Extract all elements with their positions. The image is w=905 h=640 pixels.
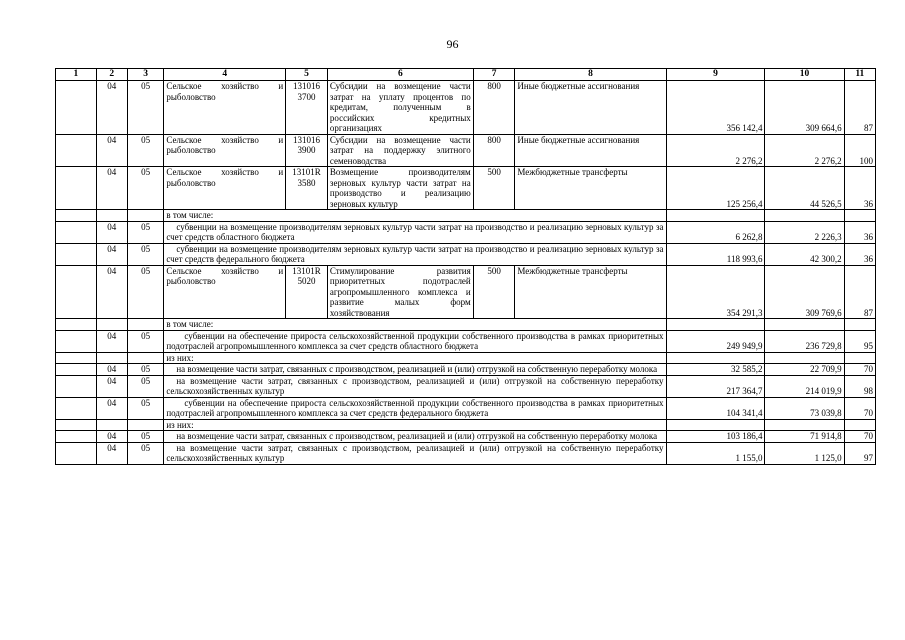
cell-target-code: 13101R 3580: [286, 167, 328, 210]
cell-planned: [666, 319, 765, 331]
cell-section-name: Сельское хозяйство и рыболовство: [164, 81, 286, 135]
cell-section: 04: [96, 243, 127, 265]
cell-planned: 249 949,9: [666, 330, 765, 352]
header-col-8: 8: [515, 69, 666, 81]
cell-percent: 70: [844, 397, 875, 419]
cell-executed: 73 039,8: [765, 397, 844, 419]
cell-subsection: [127, 419, 163, 431]
cell-percent: 100: [844, 134, 875, 167]
cell-percent: 36: [844, 243, 875, 265]
cell-planned: [666, 210, 765, 222]
cell-section: 04: [96, 167, 127, 210]
cell-target-name: Субсидии на возмещение части затрат на уплату процентов по кредитам, полученным в российских кредитных организациях: [327, 81, 473, 135]
cell-executed: 44 526,5: [765, 167, 844, 210]
cell-col-1: [56, 352, 97, 364]
cell-target-code: 13101R 5020: [286, 265, 328, 319]
header-col-10: 10: [765, 69, 844, 81]
table-row: [56, 265, 876, 319]
table-row: [56, 134, 876, 167]
cell-col-1: [56, 167, 97, 210]
cell-percent: 95: [844, 330, 875, 352]
cell-subsection: 05: [127, 221, 163, 243]
cell-executed: 22 709,9: [765, 364, 844, 376]
cell-subsection: 05: [127, 397, 163, 419]
cell-planned: 2 276,2: [666, 134, 765, 167]
cell-expense-name: Иные бюджетные ассигнования: [515, 81, 666, 135]
cell-subsection: [127, 210, 163, 222]
cell-executed: [765, 419, 844, 431]
cell-planned: 32 585,2: [666, 364, 765, 376]
cell-section: 04: [96, 81, 127, 135]
cell-section: 04: [96, 364, 127, 376]
cell-label: в том числе:: [164, 319, 666, 331]
cell-planned: 118 993,6: [666, 243, 765, 265]
cell-description: на возмещение части затрат, связанных с производством, реализацией и (или) отгрузкой на собственную переработку молока: [164, 431, 666, 443]
cell-executed: 309 769,6: [765, 265, 844, 319]
cell-planned: 1 155,0: [666, 442, 765, 464]
cell-description: на возмещение части затрат, связанных с производством, реализацией и (или) отгрузкой на собственную переработку сельскохозяйственных культур: [164, 375, 666, 397]
cell-section: 04: [96, 330, 127, 352]
cell-col-1: [56, 210, 97, 222]
cell-description: субвенции на обеспечение прироста сельскохозяйственной продукции собственного производства в рамках приоритетных подотраслей агропромышленного комплекса за счет средств областного бюджета: [164, 330, 666, 352]
cell-planned: 217 364,7: [666, 375, 765, 397]
cell-subsection: 05: [127, 81, 163, 135]
cell-section: 04: [96, 397, 127, 419]
table-row: [56, 364, 876, 376]
cell-percent: 70: [844, 364, 875, 376]
cell-label: в том числе:: [164, 210, 666, 222]
cell-subsection: 05: [127, 330, 163, 352]
budget-table: [55, 68, 876, 465]
header-col-11: 11: [844, 69, 875, 81]
cell-executed: [765, 319, 844, 331]
cell-description: субвенции на возмещение производителям зерновых культур части затрат на производство и реализацию зерновых культур за счет средств областного бюджета: [164, 221, 666, 243]
cell-section-name: Сельское хозяйство и рыболовство: [164, 265, 286, 319]
cell-col-1: [56, 221, 97, 243]
cell-col-1: [56, 431, 97, 443]
cell-subsection: 05: [127, 364, 163, 376]
cell-section: 04: [96, 265, 127, 319]
cell-percent: 36: [844, 167, 875, 210]
cell-planned: 354 291,3: [666, 265, 765, 319]
table-row: [56, 397, 876, 419]
header-col-2: 2: [96, 69, 127, 81]
table-row: [56, 330, 876, 352]
cell-expense-code: 500: [473, 265, 515, 319]
cell-expense-code: 800: [473, 81, 515, 135]
cell-executed: 42 300,2: [765, 243, 844, 265]
cell-subsection: 05: [127, 375, 163, 397]
cell-subsection: 05: [127, 243, 163, 265]
cell-target-name: Стимулирование развития приоритетных подотраслей агропромышленного комплекса и развитие малых форм хозяйствования: [327, 265, 473, 319]
cell-description: субвенции на обеспечение прироста сельскохозяйственной продукции собственного производства в рамках приоритетных подотраслей агропромышленного комплекса за счет средств федерального бюджета: [164, 397, 666, 419]
cell-subsection: 05: [127, 265, 163, 319]
cell-section: [96, 419, 127, 431]
table-row: [56, 431, 876, 443]
cell-subsection: 05: [127, 431, 163, 443]
cell-percent: [844, 352, 875, 364]
cell-section-name: Сельское хозяйство и рыболовство: [164, 167, 286, 210]
cell-expense-name: Иные бюджетные ассигнования: [515, 134, 666, 167]
cell-percent: 70: [844, 431, 875, 443]
cell-subsection: 05: [127, 134, 163, 167]
cell-percent: [844, 210, 875, 222]
cell-planned: 104 341,4: [666, 397, 765, 419]
header-col-4: 4: [164, 69, 286, 81]
cell-target-name: Субсидии на возмещение части затрат на поддержку элитного семеноводства: [327, 134, 473, 167]
cell-col-1: [56, 397, 97, 419]
cell-section: 04: [96, 134, 127, 167]
cell-col-1: [56, 243, 97, 265]
cell-planned: 103 186,4: [666, 431, 765, 443]
cell-executed: [765, 352, 844, 364]
cell-target-code: 131016 3900: [286, 134, 328, 167]
table-row: [56, 81, 876, 135]
table-row-label: [56, 419, 876, 431]
cell-target-code: 131016 3700: [286, 81, 328, 135]
table-row-label: [56, 352, 876, 364]
cell-col-1: [56, 81, 97, 135]
cell-expense-name: Межбюджетные трансферты: [515, 167, 666, 210]
cell-section: [96, 210, 127, 222]
cell-description: субвенции на возмещение производителям зерновых культур части затрат на производство и реализацию зерновых культур за счет средств федерального бюджета: [164, 243, 666, 265]
table-row: [56, 442, 876, 464]
cell-col-1: [56, 375, 97, 397]
cell-expense-code: 800: [473, 134, 515, 167]
cell-label: из них:: [164, 419, 666, 431]
cell-col-1: [56, 442, 97, 464]
header-col-7: 7: [473, 69, 515, 81]
cell-section: 04: [96, 221, 127, 243]
cell-subsection: 05: [127, 442, 163, 464]
cell-section: [96, 352, 127, 364]
table-row: [56, 221, 876, 243]
cell-col-1: [56, 419, 97, 431]
header-col-5: 5: [286, 69, 328, 81]
cell-percent: [844, 319, 875, 331]
cell-description: на возмещение части затрат, связанных с производством, реализацией и (или) отгрузкой на собственную переработку сельскохозяйственных культур: [164, 442, 666, 464]
cell-percent: [844, 419, 875, 431]
cell-executed: 2 276,2: [765, 134, 844, 167]
cell-section: 04: [96, 375, 127, 397]
cell-target-name: Возмещение производителям зерновых культур части затрат на производство и реализацию зерновых культур: [327, 167, 473, 210]
cell-col-1: [56, 330, 97, 352]
header-col-3: 3: [127, 69, 163, 81]
header-col-6: 6: [327, 69, 473, 81]
cell-percent: 87: [844, 81, 875, 135]
cell-col-1: [56, 134, 97, 167]
table-row-label: [56, 319, 876, 331]
cell-subsection: [127, 319, 163, 331]
cell-planned: 6 262,8: [666, 221, 765, 243]
cell-executed: 309 664,6: [765, 81, 844, 135]
table-row: [56, 375, 876, 397]
cell-expense-name: Межбюджетные трансферты: [515, 265, 666, 319]
cell-label: из них:: [164, 352, 666, 364]
header-col-1: 1: [56, 69, 97, 81]
cell-executed: [765, 210, 844, 222]
cell-planned: 356 142,4: [666, 81, 765, 135]
cell-col-1: [56, 319, 97, 331]
cell-planned: [666, 419, 765, 431]
table-row: [56, 167, 876, 210]
header-row: [56, 69, 876, 81]
table-row: [56, 243, 876, 265]
cell-col-1: [56, 364, 97, 376]
cell-subsection: [127, 352, 163, 364]
cell-percent: 87: [844, 265, 875, 319]
cell-section-name: Сельское хозяйство и рыболовство: [164, 134, 286, 167]
cell-percent: 98: [844, 375, 875, 397]
cell-executed: 2 226,3: [765, 221, 844, 243]
cell-executed: 71 914,8: [765, 431, 844, 443]
page-number: 96: [446, 37, 459, 51]
header-col-9: 9: [666, 69, 765, 81]
cell-planned: [666, 352, 765, 364]
cell-percent: 97: [844, 442, 875, 464]
cell-col-1: [56, 265, 97, 319]
cell-section: 04: [96, 431, 127, 443]
cell-executed: 236 729,8: [765, 330, 844, 352]
cell-expense-code: 500: [473, 167, 515, 210]
cell-section: [96, 319, 127, 331]
cell-description: на возмещение части затрат, связанных с производством, реализацией и (или) отгрузкой на собственную переработку молока: [164, 364, 666, 376]
table-row-label: [56, 210, 876, 222]
cell-section: 04: [96, 442, 127, 464]
cell-percent: 36: [844, 221, 875, 243]
cell-executed: 214 019,9: [765, 375, 844, 397]
cell-planned: 125 256,4: [666, 167, 765, 210]
cell-subsection: 05: [127, 167, 163, 210]
cell-executed: 1 125,0: [765, 442, 844, 464]
